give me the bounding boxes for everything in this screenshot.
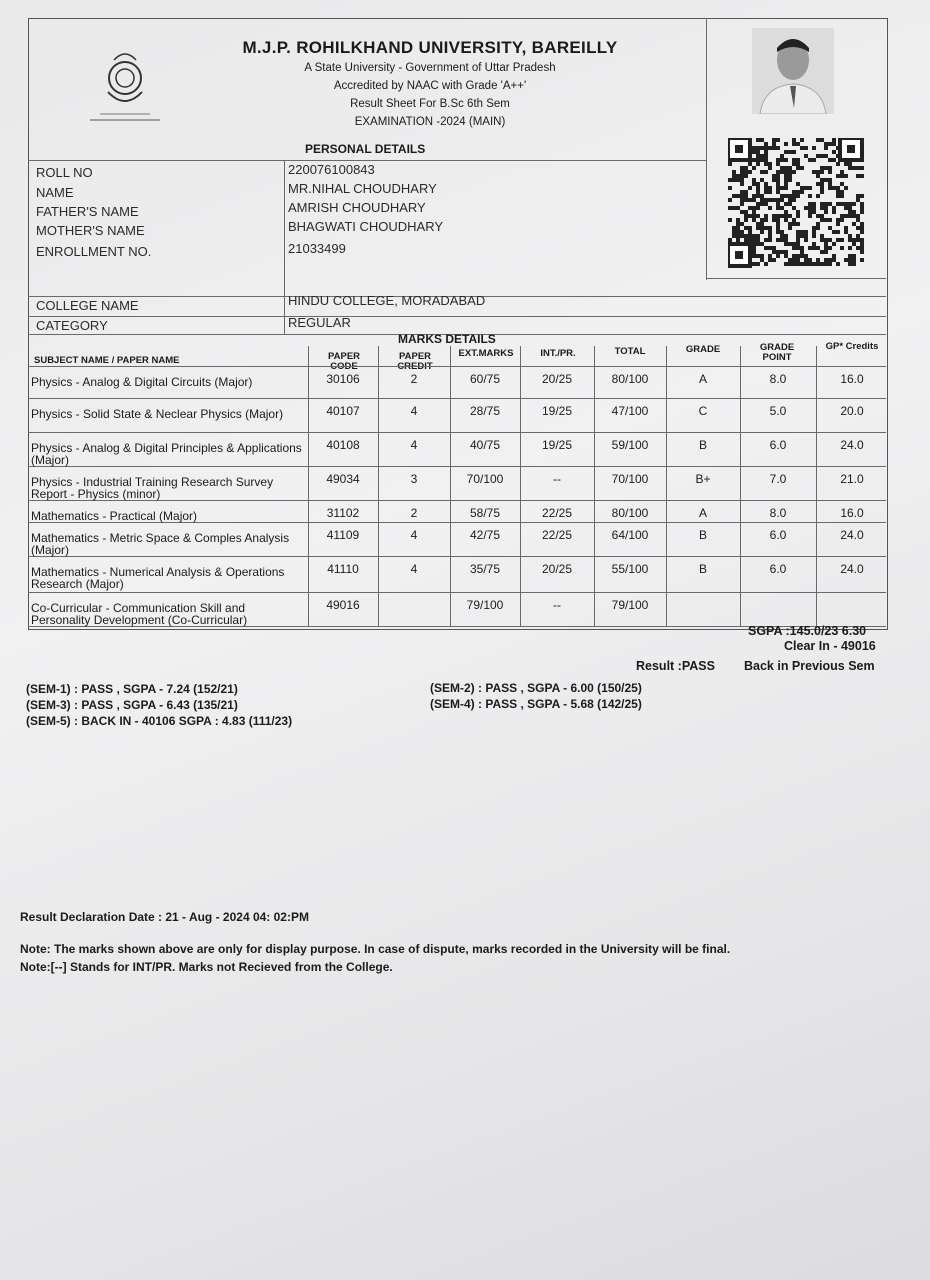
divider <box>740 346 741 626</box>
cell-int: 22/25 <box>541 528 573 542</box>
cell-grade: A <box>698 506 707 520</box>
divider <box>666 346 667 626</box>
cell-ext: 79/100 <box>466 598 504 612</box>
cell-code: 30106 <box>326 372 360 386</box>
qr-code-icon <box>728 138 864 268</box>
cell-int: -- <box>553 598 561 612</box>
cell-credit: 3 <box>410 472 418 486</box>
cell-credit: 4 <box>410 404 418 418</box>
cell-point: 8.0 <box>769 506 787 520</box>
divider <box>520 346 521 626</box>
header-line-4: EXAMINATION -2024 (MAIN) <box>354 116 506 128</box>
cell-credit: 2 <box>410 506 418 520</box>
note-2: Note:[--] Stands for INT/PR. Marks not Recieved from the College. <box>20 960 393 974</box>
divider <box>284 160 285 334</box>
note-1: Note: The marks shown above are only for display purpose. In case of dispute, marks recorded in the University will be final. <box>20 942 731 956</box>
cell-point: 6.0 <box>769 438 787 452</box>
cell-ext: 28/75 <box>469 404 501 418</box>
subject-name: Co-Curricular - Communication Skill and Personality Development (Co-Curricular) <box>31 601 248 627</box>
cell-int: 20/25 <box>541 562 573 576</box>
header-line-1: A State University - Government of Uttar Pradesh <box>304 62 556 74</box>
cell-code: 41109 <box>326 528 360 542</box>
subject-name: Physics - Analog & Digital Circuits (Major) <box>31 375 253 389</box>
cell-gp: 16.0 <box>840 372 864 386</box>
back-note: Back in Previous Sem <box>744 659 875 673</box>
college-label: COLLEGE NAME <box>36 298 139 313</box>
cell-int: -- <box>553 472 561 486</box>
roll-no-value: 220076100843 <box>288 162 375 177</box>
cell-int: 22/25 <box>541 506 573 520</box>
cell-point: 6.0 <box>769 528 787 542</box>
cell-code: 31102 <box>326 506 360 520</box>
university-name: M.J.P. ROHILKHAND UNIVERSITY, BAREILLY <box>242 38 618 57</box>
cell-ext: 40/75 <box>469 438 501 452</box>
cell-total: 80/100 <box>611 506 649 520</box>
name-value: MR.NIHAL CHOUDHARY <box>288 181 437 196</box>
cell-ext: 70/100 <box>466 472 504 486</box>
col-header-grade: GRADE <box>685 344 721 355</box>
roll-no-label: ROLL NO <box>36 165 93 180</box>
row-divider <box>28 592 886 593</box>
sem-4-result: (SEM-4) : PASS , SGPA - 5.68 (142/25) <box>430 697 642 711</box>
father-name-label: FATHER'S NAME <box>36 204 139 219</box>
cell-grade: B+ <box>695 472 711 486</box>
cell-gp: 20.0 <box>840 404 864 418</box>
declaration-date: Result Declaration Date : 21 - Aug - 2024 04: 02:PM <box>20 910 309 924</box>
cell-code: 49016 <box>326 598 360 612</box>
father-name-value: AMRISH CHOUDHARY <box>288 200 426 215</box>
college-value: HINDU COLLEGE, MORADABAD <box>288 293 486 308</box>
result-status: Result :PASS <box>636 659 715 673</box>
cell-point: 6.0 <box>769 562 787 576</box>
subject-name: Physics - Analog & Digital Principles & Applications (Major) <box>31 441 302 467</box>
subject-name: Mathematics - Metric Space & Comples Analysis (Major) <box>31 531 290 557</box>
mother-name-value: BHAGWATI CHOUDHARY <box>288 219 444 234</box>
cell-int: 19/25 <box>541 438 573 452</box>
cell-credit: 2 <box>410 372 418 386</box>
divider <box>816 346 817 626</box>
sem-2-result: (SEM-2) : PASS , SGPA - 6.00 (150/25) <box>430 681 642 695</box>
cell-ext: 35/75 <box>469 562 501 576</box>
cell-gp: 24.0 <box>840 562 864 576</box>
cell-point: 5.0 <box>769 404 787 418</box>
sem-5-result: (SEM-5) : BACK IN - 40106 SGPA : 4.83 (111/23) <box>26 714 293 728</box>
subject-name: Mathematics - Numerical Analysis & Operations Research (Major) <box>31 565 285 591</box>
category-value: REGULAR <box>288 315 351 330</box>
marks-details-heading: MARKS DETAILS <box>398 332 496 346</box>
row-divider <box>28 466 886 467</box>
photo-column-divider <box>706 18 707 280</box>
mother-name-label: MOTHER'S NAME <box>36 223 145 238</box>
sem-3-result: (SEM-3) : PASS , SGPA - 6.43 (135/21) <box>26 698 238 712</box>
col-header-credit: PAPER CREDIT <box>397 351 433 372</box>
col-header-code: PAPER CODE <box>327 351 361 372</box>
cell-code: 40107 <box>326 404 360 418</box>
cell-point: 8.0 <box>769 372 787 386</box>
cell-total: 70/100 <box>611 472 649 486</box>
header-row-divider <box>28 366 886 367</box>
cell-grade: B <box>698 562 707 576</box>
subject-name: Physics - Industrial Training Research Survey Report - Physics (minor) <box>31 475 274 501</box>
cell-credit: 4 <box>410 562 418 576</box>
cell-point: 7.0 <box>769 472 787 486</box>
enrollment-label: ENROLLMENT NO. <box>36 244 152 259</box>
university-logo-icon <box>80 40 170 130</box>
cell-int: 19/25 <box>541 404 573 418</box>
header-line-3: Result Sheet For B.Sc 6th Sem <box>350 98 510 110</box>
row-divider <box>28 398 886 399</box>
personal-details-heading: PERSONAL DETAILS <box>305 142 426 156</box>
cell-grade: C <box>698 404 708 418</box>
divider <box>450 346 451 626</box>
cell-gp: 21.0 <box>840 472 864 486</box>
divider <box>28 316 886 317</box>
cell-grade: A <box>698 372 707 386</box>
header-line-2: Accredited by NAAC with Grade 'A++' <box>333 80 527 92</box>
category-label: CATEGORY <box>36 318 108 333</box>
divider <box>706 278 886 279</box>
col-header-ext: EXT.MARKS <box>458 348 514 359</box>
cell-credit: 4 <box>410 438 418 452</box>
subject-name: Mathematics - Practical (Major) <box>31 509 198 523</box>
cell-total: 55/100 <box>611 562 649 576</box>
col-header-int: INT./PR. <box>540 348 576 359</box>
cell-grade: B <box>698 438 707 452</box>
cell-total: 79/100 <box>611 598 649 612</box>
student-photo <box>752 28 834 114</box>
cell-gp: 24.0 <box>840 438 864 452</box>
cell-total: 80/100 <box>611 372 649 386</box>
cell-gp: 24.0 <box>840 528 864 542</box>
cell-ext: 60/75 <box>469 372 501 386</box>
cell-code: 41110 <box>327 562 359 576</box>
sem-1-result: (SEM-1) : PASS , SGPA - 7.24 (152/21) <box>26 682 238 696</box>
cell-code: 40108 <box>326 438 360 452</box>
cell-code: 49034 <box>326 472 360 486</box>
col-header-subject: SUBJECT NAME / PAPER NAME <box>34 355 180 366</box>
cell-int: 20/25 <box>541 372 573 386</box>
cell-grade: B <box>698 528 707 542</box>
divider <box>308 346 309 626</box>
row-divider <box>28 556 886 557</box>
sgpa-summary: SGPA :145.0/23 6.30 <box>748 624 867 638</box>
col-header-grade-point: GRADE POINT <box>759 342 795 363</box>
clear-in: Clear In - 49016 <box>784 639 876 653</box>
enrollment-value: 21033499 <box>288 241 346 256</box>
col-header-gp-credits: GP* Credits <box>825 341 879 352</box>
divider <box>594 346 595 626</box>
subject-name: Physics - Solid State & Neclear Physics (Major) <box>31 407 284 421</box>
cell-credit: 4 <box>410 528 418 542</box>
cell-total: 59/100 <box>611 438 649 452</box>
cell-ext: 42/75 <box>469 528 501 542</box>
row-divider <box>28 432 886 433</box>
cell-ext: 58/75 <box>469 506 501 520</box>
cell-total: 47/100 <box>611 404 649 418</box>
divider <box>28 160 706 161</box>
cell-total: 64/100 <box>611 528 649 542</box>
name-label: NAME <box>36 185 74 200</box>
col-header-total: TOTAL <box>614 346 646 357</box>
cell-gp: 16.0 <box>840 506 864 520</box>
divider <box>378 346 379 626</box>
